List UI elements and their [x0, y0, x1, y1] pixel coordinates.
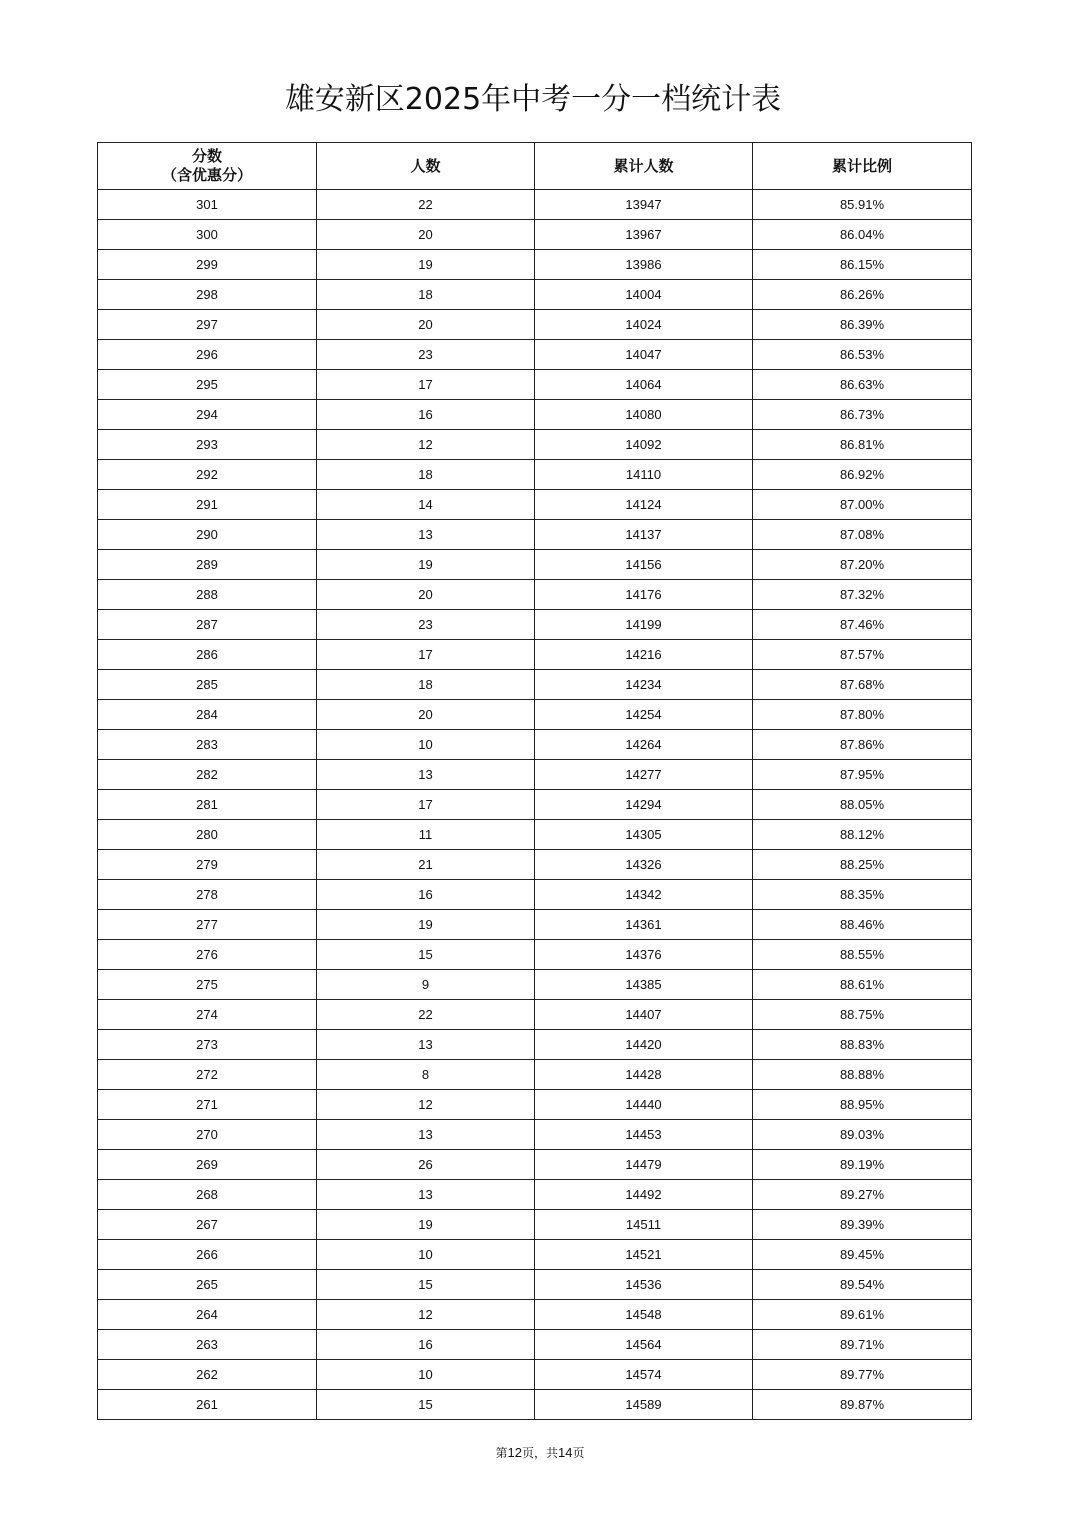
table-row [98, 400, 972, 430]
cell-score: 288 [98, 580, 317, 610]
cell-count: 12 [317, 1090, 535, 1120]
cell-score: 267 [98, 1210, 317, 1240]
cell-cumulative-ratio: 88.88% [753, 1060, 972, 1090]
table-row [98, 910, 972, 940]
footer-current-page: 12 [507, 1445, 522, 1460]
table-row [98, 460, 972, 490]
header-score [98, 143, 317, 190]
table-row [98, 1000, 972, 1030]
cell-cumulative-count: 14511 [535, 1210, 753, 1240]
table-row [98, 1150, 972, 1180]
cell-cumulative-count: 14589 [535, 1390, 753, 1420]
cell-count: 22 [317, 1000, 535, 1030]
cell-cumulative-ratio: 87.00% [753, 490, 972, 520]
cell-score: 266 [98, 1240, 317, 1270]
cell-score: 294 [98, 400, 317, 430]
cell-score: 261 [98, 1390, 317, 1420]
cell-cumulative-count: 14385 [535, 970, 753, 1000]
cell-cumulative-ratio: 89.54% [753, 1270, 972, 1300]
cell-count: 21 [317, 850, 535, 880]
cell-score: 268 [98, 1180, 317, 1210]
cell-score: 271 [98, 1090, 317, 1120]
cell-cumulative-count: 14264 [535, 730, 753, 760]
table-row [98, 1060, 972, 1090]
table-row [98, 520, 972, 550]
cell-score: 292 [98, 460, 317, 490]
table-row [98, 880, 972, 910]
header-cumulative-ratio: 累计比例 [753, 143, 972, 190]
cell-cumulative-ratio: 88.25% [753, 850, 972, 880]
cell-cumulative-ratio: 87.32% [753, 580, 972, 610]
cell-count: 8 [317, 1060, 535, 1090]
cell-score: 286 [98, 640, 317, 670]
cell-count: 19 [317, 910, 535, 940]
cell-cumulative-ratio: 89.77% [753, 1360, 972, 1390]
cell-cumulative-count: 14277 [535, 760, 753, 790]
cell-count: 20 [317, 220, 535, 250]
cell-count: 19 [317, 250, 535, 280]
cell-count: 19 [317, 550, 535, 580]
cell-count: 18 [317, 460, 535, 490]
cell-count: 18 [317, 670, 535, 700]
cell-score: 283 [98, 730, 317, 760]
table-body [98, 190, 972, 1420]
cell-count: 16 [317, 880, 535, 910]
cell-count: 12 [317, 1300, 535, 1330]
table-row [98, 670, 972, 700]
header-cumulative-count: 累计人数 [535, 143, 753, 190]
cell-cumulative-ratio: 86.92% [753, 460, 972, 490]
cell-cumulative-count: 14124 [535, 490, 753, 520]
table-row [98, 1030, 972, 1060]
cell-cumulative-ratio: 86.73% [753, 400, 972, 430]
cell-cumulative-count: 14064 [535, 370, 753, 400]
cell-count: 20 [317, 700, 535, 730]
cell-cumulative-count: 14440 [535, 1090, 753, 1120]
cell-cumulative-count: 14492 [535, 1180, 753, 1210]
cell-count: 15 [317, 940, 535, 970]
cell-cumulative-ratio: 86.15% [753, 250, 972, 280]
cell-cumulative-ratio: 88.05% [753, 790, 972, 820]
table-row [98, 490, 972, 520]
table-row [98, 580, 972, 610]
cell-cumulative-ratio: 88.83% [753, 1030, 972, 1060]
table-row [98, 280, 972, 310]
cell-count: 13 [317, 1030, 535, 1060]
table-row [98, 640, 972, 670]
cell-score: 262 [98, 1360, 317, 1390]
table-row [98, 1390, 972, 1420]
cell-count: 26 [317, 1150, 535, 1180]
table-row [98, 310, 972, 340]
table-row [98, 850, 972, 880]
cell-score: 287 [98, 610, 317, 640]
table-row [98, 370, 972, 400]
cell-cumulative-count: 14574 [535, 1360, 753, 1390]
table-row [98, 1120, 972, 1150]
table-row [98, 1180, 972, 1210]
cell-count: 16 [317, 1330, 535, 1360]
cell-cumulative-count: 14080 [535, 400, 753, 430]
cell-score: 272 [98, 1060, 317, 1090]
cell-score: 277 [98, 910, 317, 940]
cell-score: 270 [98, 1120, 317, 1150]
cell-count: 13 [317, 520, 535, 550]
table-row [98, 1330, 972, 1360]
cell-score: 299 [98, 250, 317, 280]
table-header [98, 143, 972, 190]
table-row [98, 970, 972, 1000]
cell-cumulative-ratio: 89.71% [753, 1330, 972, 1360]
cell-cumulative-ratio: 89.45% [753, 1240, 972, 1270]
cell-cumulative-ratio: 88.46% [753, 910, 972, 940]
cell-count: 9 [317, 970, 535, 1000]
table-row [98, 760, 972, 790]
cell-cumulative-count: 14004 [535, 280, 753, 310]
cell-score: 297 [98, 310, 317, 340]
cell-cumulative-count: 14294 [535, 790, 753, 820]
cell-cumulative-count: 14176 [535, 580, 753, 610]
cell-cumulative-ratio: 86.81% [753, 430, 972, 460]
table-row [98, 1090, 972, 1120]
footer-middle: 页，共 [521, 1446, 558, 1460]
cell-cumulative-count: 13986 [535, 250, 753, 280]
cell-count: 13 [317, 760, 535, 790]
cell-score: 278 [98, 880, 317, 910]
cell-cumulative-count: 14361 [535, 910, 753, 940]
cell-count: 10 [317, 1360, 535, 1390]
cell-cumulative-count: 14216 [535, 640, 753, 670]
cell-cumulative-count: 14428 [535, 1060, 753, 1090]
cell-score: 264 [98, 1300, 317, 1330]
cell-cumulative-ratio: 89.27% [753, 1180, 972, 1210]
cell-count: 10 [317, 1240, 535, 1270]
cell-cumulative-count: 14305 [535, 820, 753, 850]
cell-cumulative-count: 14110 [535, 460, 753, 490]
cell-cumulative-ratio: 88.35% [753, 880, 972, 910]
score-distribution-table [97, 142, 972, 1420]
cell-score: 300 [98, 220, 317, 250]
cell-count: 15 [317, 1390, 535, 1420]
cell-score: 301 [98, 190, 317, 220]
cell-cumulative-count: 14234 [535, 670, 753, 700]
cell-score: 290 [98, 520, 317, 550]
cell-cumulative-ratio: 88.55% [753, 940, 972, 970]
cell-count: 20 [317, 310, 535, 340]
cell-cumulative-count: 14548 [535, 1300, 753, 1330]
table-row [98, 1270, 972, 1300]
cell-cumulative-ratio: 86.04% [753, 220, 972, 250]
cell-score: 279 [98, 850, 317, 880]
table-row [98, 340, 972, 370]
cell-cumulative-count: 14254 [535, 700, 753, 730]
cell-count: 14 [317, 490, 535, 520]
table-row [98, 820, 972, 850]
cell-cumulative-ratio: 88.95% [753, 1090, 972, 1120]
cell-cumulative-count: 14536 [535, 1270, 753, 1300]
cell-score: 275 [98, 970, 317, 1000]
cell-score: 273 [98, 1030, 317, 1060]
cell-cumulative-ratio: 86.39% [753, 310, 972, 340]
cell-cumulative-count: 14376 [535, 940, 753, 970]
table-row [98, 1240, 972, 1270]
cell-cumulative-count: 14092 [535, 430, 753, 460]
cell-score: 280 [98, 820, 317, 850]
cell-count: 13 [317, 1180, 535, 1210]
cell-count: 18 [317, 280, 535, 310]
table-row [98, 190, 972, 220]
cell-cumulative-ratio: 87.80% [753, 700, 972, 730]
header-score-note: （含优惠分） [161, 166, 252, 184]
cell-cumulative-count: 14342 [535, 880, 753, 910]
cell-cumulative-count: 14453 [535, 1120, 753, 1150]
cell-cumulative-ratio: 89.61% [753, 1300, 972, 1330]
cell-cumulative-ratio: 87.86% [753, 730, 972, 760]
cell-score: 298 [98, 280, 317, 310]
cell-cumulative-ratio: 88.75% [753, 1000, 972, 1030]
cell-cumulative-ratio: 87.20% [753, 550, 972, 580]
cell-cumulative-ratio: 87.46% [753, 610, 972, 640]
cell-score: 293 [98, 430, 317, 460]
cell-cumulative-count: 14137 [535, 520, 753, 550]
cell-cumulative-ratio: 89.87% [753, 1390, 972, 1420]
cell-cumulative-ratio: 87.57% [753, 640, 972, 670]
cell-count: 16 [317, 400, 535, 430]
cell-cumulative-count: 14479 [535, 1150, 753, 1180]
cell-cumulative-ratio: 87.68% [753, 670, 972, 700]
cell-score: 282 [98, 760, 317, 790]
cell-cumulative-ratio: 85.91% [753, 190, 972, 220]
cell-score: 263 [98, 1330, 317, 1360]
table-row [98, 940, 972, 970]
cell-count: 11 [317, 820, 535, 850]
cell-count: 15 [317, 1270, 535, 1300]
cell-score: 285 [98, 670, 317, 700]
cell-cumulative-count: 14047 [535, 340, 753, 370]
table-row [98, 550, 972, 580]
cell-count: 17 [317, 790, 535, 820]
table-row [98, 730, 972, 760]
footer-prefix: 第 [495, 1446, 508, 1460]
cell-score: 291 [98, 490, 317, 520]
cell-score: 295 [98, 370, 317, 400]
cell-cumulative-count: 14407 [535, 1000, 753, 1030]
cell-cumulative-ratio: 88.12% [753, 820, 972, 850]
cell-cumulative-count: 13967 [535, 220, 753, 250]
table-row [98, 1360, 972, 1390]
cell-cumulative-count: 14326 [535, 850, 753, 880]
cell-score: 269 [98, 1150, 317, 1180]
table-row [98, 790, 972, 820]
cell-cumulative-ratio: 86.63% [753, 370, 972, 400]
cell-count: 23 [317, 340, 535, 370]
cell-score: 265 [98, 1270, 317, 1300]
cell-count: 13 [317, 1120, 535, 1150]
cell-cumulative-ratio: 87.08% [753, 520, 972, 550]
cell-count: 10 [317, 730, 535, 760]
page-title: 雄安新区2025年中考一分一档统计表 [284, 82, 782, 117]
cell-count: 17 [317, 370, 535, 400]
cell-score: 289 [98, 550, 317, 580]
cell-count: 17 [317, 640, 535, 670]
cell-cumulative-count: 14521 [535, 1240, 753, 1270]
cell-cumulative-ratio: 86.26% [753, 280, 972, 310]
cell-cumulative-count: 13947 [535, 190, 753, 220]
table-row [98, 220, 972, 250]
cell-cumulative-count: 14564 [535, 1330, 753, 1360]
cell-score: 274 [98, 1000, 317, 1030]
cell-cumulative-ratio: 87.95% [753, 760, 972, 790]
table-row [98, 1300, 972, 1330]
table-row [98, 250, 972, 280]
table-row [98, 1210, 972, 1240]
cell-score: 284 [98, 700, 317, 730]
cell-score: 296 [98, 340, 317, 370]
page-footer [0, 1444, 1080, 1461]
cell-cumulative-ratio: 89.19% [753, 1150, 972, 1180]
header-score-label: 分数 [191, 147, 222, 165]
cell-count: 12 [317, 430, 535, 460]
cell-cumulative-ratio: 89.39% [753, 1210, 972, 1240]
cell-count: 22 [317, 190, 535, 220]
table-row [98, 430, 972, 460]
header-count: 人数 [317, 143, 535, 190]
table-header-row [98, 143, 972, 190]
cell-cumulative-count: 14156 [535, 550, 753, 580]
footer-total-pages: 14 [558, 1445, 573, 1460]
cell-score: 281 [98, 790, 317, 820]
table-row [98, 700, 972, 730]
footer-suffix: 页 [572, 1446, 585, 1460]
cell-cumulative-ratio: 88.61% [753, 970, 972, 1000]
cell-cumulative-ratio: 86.53% [753, 340, 972, 370]
table-row [98, 610, 972, 640]
cell-cumulative-count: 14024 [535, 310, 753, 340]
cell-cumulative-count: 14199 [535, 610, 753, 640]
cell-count: 19 [317, 1210, 535, 1240]
cell-cumulative-ratio: 89.03% [753, 1120, 972, 1150]
cell-count: 23 [317, 610, 535, 640]
cell-score: 276 [98, 940, 317, 970]
cell-cumulative-count: 14420 [535, 1030, 753, 1060]
cell-count: 20 [317, 580, 535, 610]
